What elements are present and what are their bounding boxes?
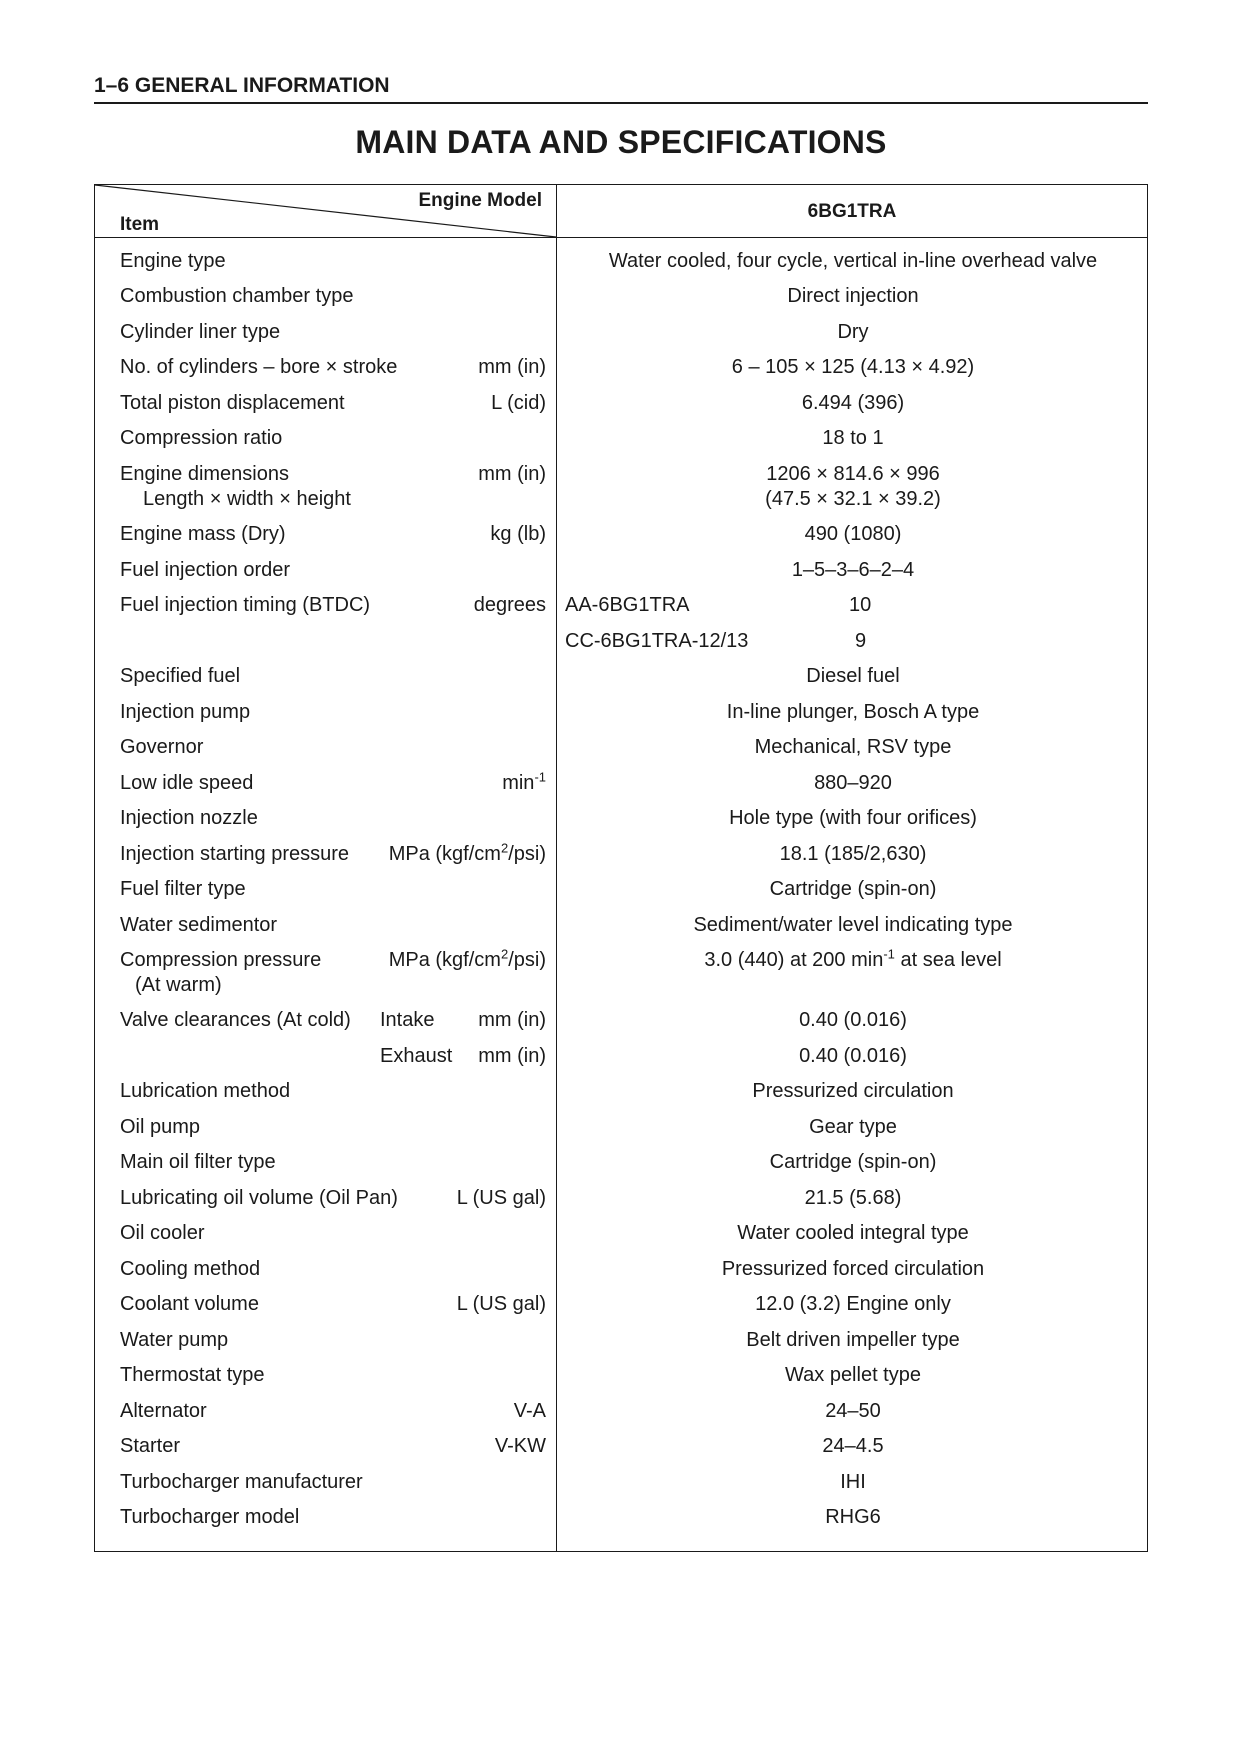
- row-label: Low idle speed: [120, 772, 254, 794]
- row-value: 1206 × 814.6 × 996: [766, 463, 940, 485]
- row-unit: MPa $(kgf/cm^2/psi)$: [388, 946, 546, 971]
- row-value: 6 – 105 × 125 (4.13 × 4.92): [731, 356, 975, 378]
- section-header: 1–6 GENERAL INFORMATION: [94, 74, 1148, 104]
- row-unit: mm (in): [478, 1045, 546, 1067]
- row-value: Belt driven impeller type: [746, 1329, 960, 1351]
- row-value: 18 to 1: [822, 427, 884, 449]
- row-label: Lubricating oil volume (Oil Pan): [120, 1187, 398, 1209]
- row-value: 3.0 (440) at 200 $\min^{-1}$ at sea level: [704, 946, 1002, 971]
- row-unit: kg (lb): [490, 523, 546, 545]
- row-value: 12.0 (3.2) Engine only: [755, 1293, 951, 1315]
- row-value: 6.494 (396): [801, 392, 905, 414]
- row-label: Engine dimensions: [120, 463, 289, 485]
- row-label: Cylinder liner type: [120, 321, 281, 343]
- row-value: 24–4.5: [822, 1435, 884, 1457]
- row-label: Fuel filter type: [120, 878, 246, 900]
- header-divider: [95, 237, 1147, 238]
- row-unit: mm (in): [478, 1009, 546, 1031]
- variant-value: 10: [849, 594, 872, 616]
- row-unit: L (US gal): [456, 1187, 546, 1209]
- row-unit: V-A: [513, 1400, 546, 1422]
- row-value: Water cooled, four cycle, vertical in-line overhead valve: [608, 250, 1098, 272]
- row-label: Coolant volume: [120, 1293, 259, 1315]
- row-unit: V-KW: [494, 1435, 546, 1457]
- row-label: Water sedimentor: [120, 914, 278, 936]
- row-value: Pressurized forced circulation: [721, 1258, 985, 1280]
- row-inner-label: Intake: [380, 1009, 435, 1031]
- row-value: 490 (1080): [804, 523, 902, 545]
- header-item: Item: [120, 214, 160, 235]
- row-label: Turbocharger manufacturer: [120, 1471, 363, 1493]
- row-unit: L (US gal): [456, 1293, 546, 1315]
- row-label: No. of cylinders – bore × stroke: [120, 356, 398, 378]
- row-value: Hole type (with four orifices): [729, 807, 977, 829]
- row-value: 18.1 (185/2,630): [779, 843, 927, 865]
- row-label: Total piston displacement: [120, 392, 345, 414]
- row-value: Wax pellet type: [785, 1364, 921, 1386]
- row-unit: mm (in): [478, 463, 546, 485]
- row-unit: degrees: [473, 594, 546, 616]
- row-label: Compression pressure: [120, 949, 322, 971]
- row-inner-label: Exhaust: [380, 1045, 453, 1067]
- header-engine-model: Engine Model: [418, 190, 542, 211]
- row-label: Valve clearances (At cold): [120, 1009, 351, 1031]
- row-value: Diesel fuel: [806, 665, 900, 687]
- row-label: Combustion chamber type: [120, 285, 354, 307]
- row-label: Compression ratio: [120, 427, 283, 449]
- row-unit: mm (in): [478, 356, 546, 378]
- row-label: Starter: [120, 1435, 181, 1457]
- row-label: Engine mass (Dry): [120, 523, 286, 545]
- row-label: Lubrication method: [120, 1080, 291, 1102]
- row-label: Thermostat type: [120, 1364, 265, 1386]
- row-label: Injection starting pressure: [120, 843, 350, 865]
- row-label: Injection nozzle: [120, 807, 258, 829]
- row-value: Direct injection: [787, 285, 919, 307]
- row-unit: L (cid): [491, 392, 546, 414]
- row-value: Gear type: [809, 1116, 897, 1138]
- variant-value: 9: [855, 630, 867, 652]
- row-label: Governor: [120, 736, 204, 758]
- row-value: In-line plunger, Bosch A type: [726, 701, 980, 723]
- row-unit: MPa $(kgf/cm^2/psi)$: [388, 840, 546, 865]
- row-value: 0.40 (0.016): [799, 1045, 907, 1067]
- row-value: Dry: [837, 321, 869, 343]
- row-unit: $\min^{-1}$: [502, 769, 546, 794]
- row-value: Water cooled integral type: [737, 1222, 969, 1244]
- row-value: 1–5–3–6–2–4: [791, 559, 915, 581]
- row-value: RHG6: [825, 1506, 881, 1528]
- row-label: Main oil filter type: [120, 1151, 276, 1173]
- row-value: Mechanical, RSV type: [754, 736, 952, 758]
- row-label: Alternator: [120, 1400, 207, 1422]
- row-value: 21.5 (5.68): [804, 1187, 902, 1209]
- spec-table: [94, 184, 1148, 1552]
- row-value: Cartridge (spin-on): [769, 1151, 937, 1173]
- variant-label: AA-6BG1TRA: [565, 594, 690, 616]
- row-value: 24–50: [825, 1400, 881, 1422]
- row-label: Turbocharger model: [120, 1506, 300, 1528]
- row-value: Pressurized circulation: [752, 1080, 954, 1102]
- variant-label: CC-6BG1TRA-12/13: [565, 630, 749, 652]
- row-value: Sediment/water level indicating type: [693, 914, 1013, 936]
- page-title: MAIN DATA AND SPECIFICATIONS: [355, 124, 887, 160]
- row-sublabel: (At warm): [135, 974, 222, 996]
- row-label: Water pump: [120, 1329, 229, 1351]
- row-label: Oil pump: [120, 1116, 201, 1138]
- row-label: Fuel injection timing (BTDC): [120, 594, 371, 616]
- row-label: Injection pump: [120, 701, 251, 723]
- row-value: IHI: [840, 1471, 866, 1493]
- row-value: 0.40 (0.016): [799, 1009, 907, 1031]
- row-label: Specified fuel: [120, 665, 241, 687]
- row-label: Fuel injection order: [120, 559, 291, 581]
- row-value: Cartridge (spin-on): [769, 878, 937, 900]
- row-label: Cooling method: [120, 1258, 261, 1280]
- row-value-secondary: (47.5 × 32.1 × 39.2): [765, 488, 941, 510]
- row-label: Engine type: [120, 250, 226, 272]
- header-model-name: 6BG1TRA: [807, 201, 897, 222]
- row-label: Oil cooler: [120, 1222, 205, 1244]
- row-value: 880–920: [814, 772, 892, 794]
- row-sublabel: Length × width × height: [143, 488, 351, 510]
